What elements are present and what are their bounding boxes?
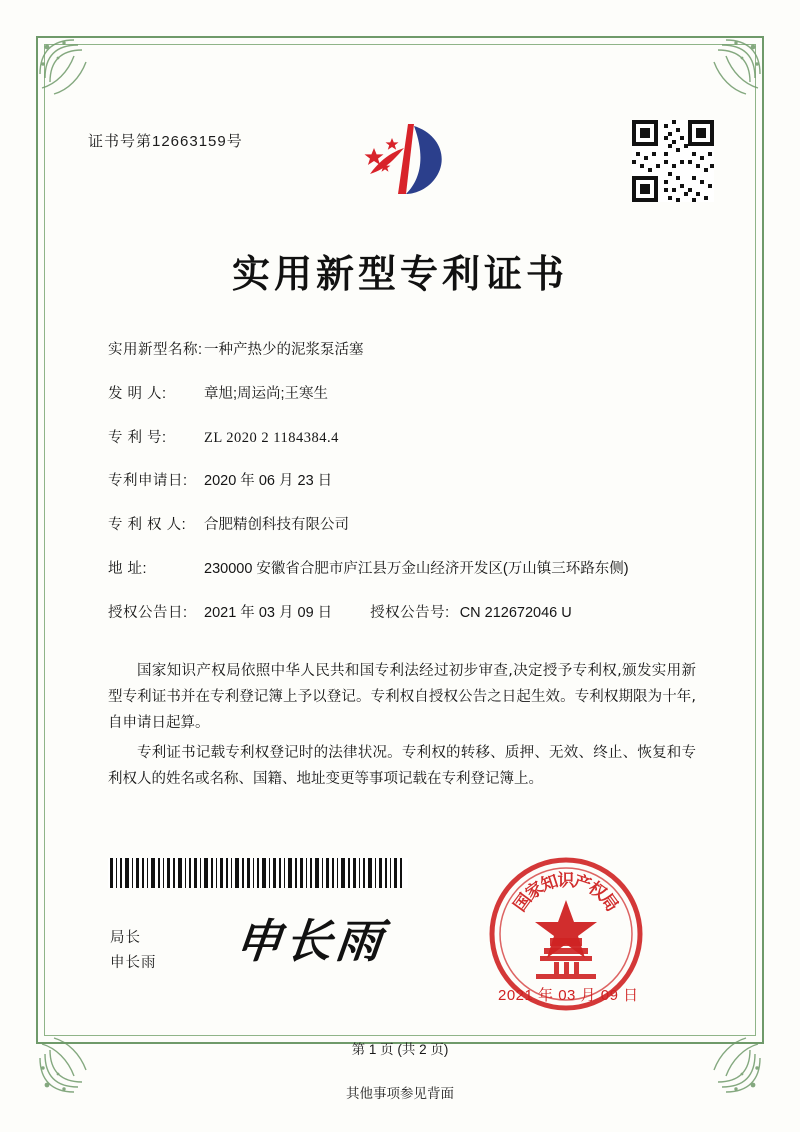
svg-text:国: 国 xyxy=(510,890,537,916)
director-name-label: 申长雨 xyxy=(110,955,157,971)
cnipa-logo-icon xyxy=(350,118,460,218)
field-value: 2020 年 06 月 23 日 xyxy=(204,473,333,490)
corner-ornament-icon xyxy=(692,34,766,108)
qr-code xyxy=(632,120,714,202)
svg-text:识: 识 xyxy=(557,871,575,891)
field-value-grant-number: CN 212672046 U xyxy=(459,604,572,621)
field-value: 一种产热少的泥浆泵活塞 xyxy=(204,342,364,358)
legal-paragraph-1: 国家知识产权局依照中华人民共和国专利法经过初步审查,决定授予专利权,颁发实用新型专利证书并在专利登记簿上予以登记。专利权自授权公告之日起生效。专利权期限为十年,自申请日起算。 xyxy=(108,663,696,731)
director-title-label: 局长 xyxy=(110,930,141,946)
field-label: 地 址: xyxy=(108,560,148,577)
field-label: 发 明 人: xyxy=(108,385,167,402)
field-label: 实用新型名称: xyxy=(108,342,203,358)
field-row-utility-model-name xyxy=(108,340,698,362)
field-row-grant-announcement xyxy=(108,603,698,625)
svg-text:权: 权 xyxy=(584,878,610,905)
page-title: 实用新型专利证书 xyxy=(231,252,568,296)
footer-note: 其他事项参见背面 xyxy=(346,1086,454,1101)
seal-date: 2021 年 03 月 09 日 xyxy=(498,987,639,1004)
svg-text:知: 知 xyxy=(538,871,561,896)
handwritten-signature: 申长雨 xyxy=(232,914,389,968)
field-label: 专 利 号: xyxy=(108,429,167,446)
grant-number-group xyxy=(370,603,572,625)
field-label: 专利申请日: xyxy=(108,473,188,490)
certificate-number: 证书号第12663159号 xyxy=(88,133,243,150)
svg-text:产: 产 xyxy=(571,871,594,896)
signature-labels xyxy=(110,926,157,976)
field-value: ZL 2020 2 1184384.4 xyxy=(204,429,339,446)
field-row-inventors xyxy=(108,384,698,406)
field-label-grant-number: 授权公告号: xyxy=(370,604,450,621)
field-value: 230000 安徽省合肥市庐江县万金山经济开发区(万山镇三环路东侧) xyxy=(204,560,629,577)
field-row-application-date xyxy=(108,471,698,493)
field-value: 章旭;周运尚;王寒生 xyxy=(204,385,329,402)
corner-ornament-icon xyxy=(34,34,108,108)
field-value: 合肥精创科技有限公司 xyxy=(204,517,349,533)
legal-paragraph-2: 专利证书记载专利权登记时的法律状况。专利权的转移、质押、无效、终止、恢复和专利权人的姓名或名称、国籍、地址变更等事项记载在专利登记簿上。 xyxy=(108,745,696,787)
field-value-grant-date: 2021 年 03 月 09 日 xyxy=(204,604,333,621)
page-number: 第 1 页 (共 2 页) xyxy=(351,1042,449,1057)
field-label: 专 利 权 人: xyxy=(108,517,187,533)
field-label-grant-date: 授权公告日: xyxy=(108,604,188,621)
barcode xyxy=(108,858,408,888)
field-list xyxy=(108,340,698,646)
svg-text:局: 局 xyxy=(595,890,622,916)
field-row-address xyxy=(108,559,698,581)
legal-text-block xyxy=(108,658,696,796)
field-row-patentee xyxy=(108,515,698,537)
svg-text:家: 家 xyxy=(522,878,548,905)
field-row-patent-number xyxy=(108,428,698,450)
